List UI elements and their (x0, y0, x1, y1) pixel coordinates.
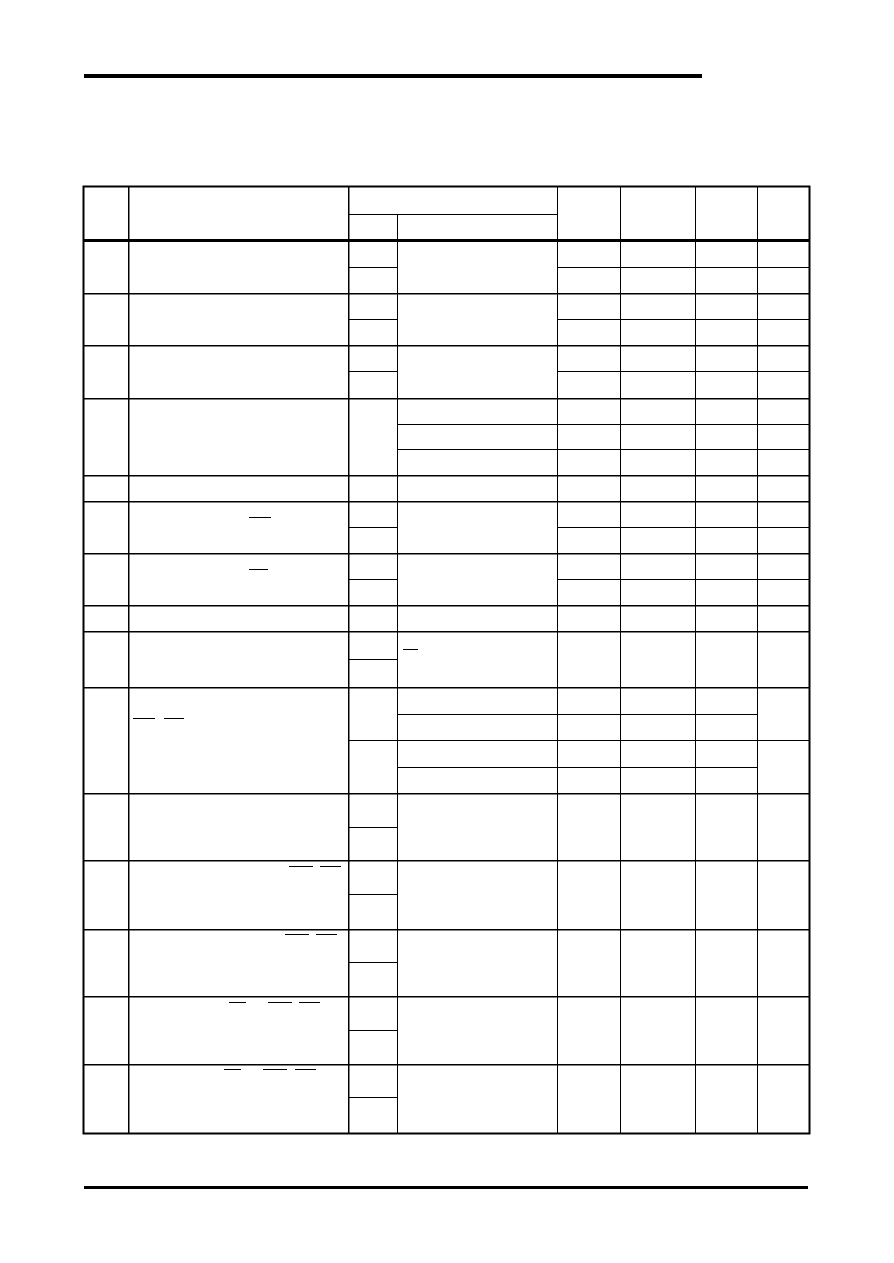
overbar-mark (285, 934, 309, 935)
overbar-mark (403, 649, 418, 650)
overbar-mark (263, 1069, 287, 1070)
overbar-mark (316, 934, 337, 935)
overbar-mark (249, 569, 268, 570)
overbar-mark (295, 1069, 316, 1070)
overbar-mark (133, 718, 155, 719)
overbar-mark (320, 866, 341, 867)
overbar-mark (224, 1069, 241, 1070)
overbar-mark (289, 866, 313, 867)
overbar-mark (268, 1002, 292, 1003)
overbar-mark (229, 1002, 246, 1003)
table-frame (84, 187, 810, 1134)
overbar-mark (249, 517, 271, 518)
footer-rule (84, 1186, 808, 1189)
overbar-mark (299, 1002, 320, 1003)
overbar-mark (164, 718, 184, 719)
